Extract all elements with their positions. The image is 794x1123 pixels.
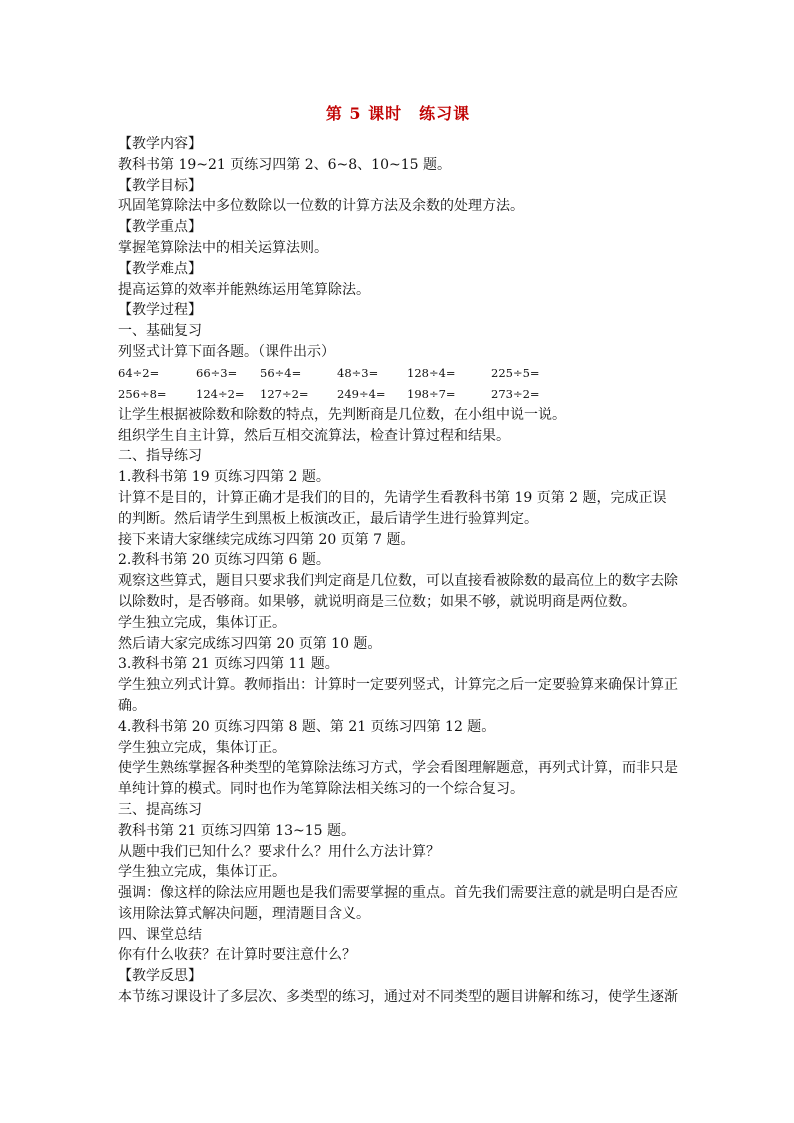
part2-heading: 二、指导练习 — [118, 448, 202, 465]
part2-item3-text: 学生独立列式计算。教师指出：计算时一定要列竖式，计算完之后一定要验算来确保计算正确。 — [118, 677, 678, 714]
reflection-heading: 【教学反思】 — [118, 968, 202, 985]
part1-intro: 列竖式计算下面各题。（课件出示） — [118, 343, 335, 360]
difficult-text: 提高运算的效率并能熟练运用笔算除法。 — [118, 281, 370, 298]
calc-item: 66÷3= — [196, 365, 238, 380]
calc-row-1 — [118, 363, 678, 384]
part2-item1-text: 计算不是目的，计算正确才是我们的目的，先请学生看教科书第 19 页第 2 题，完成正误的判断。然后请学生到黑板上板演改正，最后请学生进行验算判定。 — [118, 489, 667, 527]
calc-item: 249÷4= — [337, 386, 386, 401]
calc-item: 256÷8= — [118, 386, 167, 401]
calc-item: 273÷2= — [491, 386, 540, 401]
page-title: 第 5 课时 练习课 — [325, 104, 471, 123]
goal-text: 巩固笔算除法中多位数除以一位数的计算方法及余数的处理方法。 — [118, 198, 524, 215]
part2-item3: 3.教科书第 21 页练习四第 11 题。 — [118, 656, 339, 673]
part3-line2: 从题中我们已知什么？要求什么？用什么方法计算？ — [118, 843, 440, 860]
part3-line1: 教科书第 21 页练习四第 13~15 题。 — [118, 822, 355, 839]
part4-heading: 四、课堂总结 — [118, 926, 202, 943]
part3-line3: 学生独立完成，集体订正。 — [118, 864, 286, 881]
goal-heading: 【教学目标】 — [118, 177, 202, 194]
process-heading: 【教学过程】 — [118, 302, 202, 319]
calc-item: 124÷2= — [196, 386, 245, 401]
content-heading: 【教学内容】 — [118, 136, 202, 152]
part1-heading: 一、基础复习 — [118, 323, 202, 340]
part2-item2-line2: 学生独立完成，集体订正。 — [118, 614, 286, 631]
part2-item1: 1.教科书第 19 页练习四第 2 题。 — [118, 469, 330, 486]
calc-item: 225÷5= — [491, 365, 540, 380]
part1-line1: 让学生根据被除数和除数的特点，先判断商是几位数，在小组中说一说。 — [118, 406, 566, 423]
part4-line1: 你有什么收获？在计算时要注意什么？ — [118, 947, 356, 964]
part2-item4: 4.教科书第 20 页练习四第 8 题、第 21 页练习四第 12 题。 — [118, 718, 496, 735]
calc-item: 128÷4= — [407, 365, 456, 380]
key-heading: 【教学重点】 — [118, 219, 202, 236]
part2-item2: 2.教科书第 20 页练习四第 6 题。 — [118, 552, 330, 569]
part3-heading: 三、提高练习 — [118, 801, 202, 818]
lesson-plan-page — [118, 104, 678, 1008]
key-text: 掌握笔算除法中的相关运算法则。 — [118, 239, 328, 256]
part2-item4-line1: 学生独立完成，集体订正。 — [118, 739, 286, 756]
calc-item: 127÷2= — [260, 386, 309, 401]
calc-item: 56÷4= — [260, 365, 302, 380]
calc-row-2 — [118, 384, 678, 405]
calc-item: 198÷7= — [407, 386, 456, 401]
part2-item2-text: 观察这些算式，题目只要求我们判定商是几位数，可以直接看被除数的最高位上的数字去除以除数时，是否够商。如果够，就说明商是三位数；如果不够，就说明商是两位数。 — [118, 573, 678, 610]
part1-line2: 组织学生自主计算，然后互相交流算法，检查计算过程和结果。 — [118, 427, 510, 444]
calc-item: 48÷3= — [337, 365, 379, 380]
part2-item1-next: 接下来请大家继续完成练习四第 20 页第 7 题。 — [118, 531, 415, 548]
content-text: 教科书第 19~21 页练习四第 2、6~8、10~15 题。 — [118, 156, 451, 173]
part3-line4: 强调：像这样的除法应用题也是我们需要掌握的重点。首先我们需要注意的就是明白是否应该用除法算式解决问题，理清题目含义。 — [118, 885, 678, 922]
part2-item4-text: 使学生熟练掌握各种类型的笔算除法练习方式，学会看图理解题意，再列式计算，而非只是单纯计算的模式。同时也作为笔算除法相关练习的一个综合复习。 — [118, 760, 678, 798]
difficult-heading: 【教学难点】 — [118, 260, 202, 277]
part2-item2-line3: 然后请大家完成练习四第 20 页第 10 题。 — [118, 635, 382, 652]
calc-item: 64÷2= — [118, 365, 160, 380]
reflection-text: 本节练习课设计了多层次、多类型的练习，通过对不同类型的题目讲解和练习，使学生逐渐 — [118, 989, 678, 1006]
